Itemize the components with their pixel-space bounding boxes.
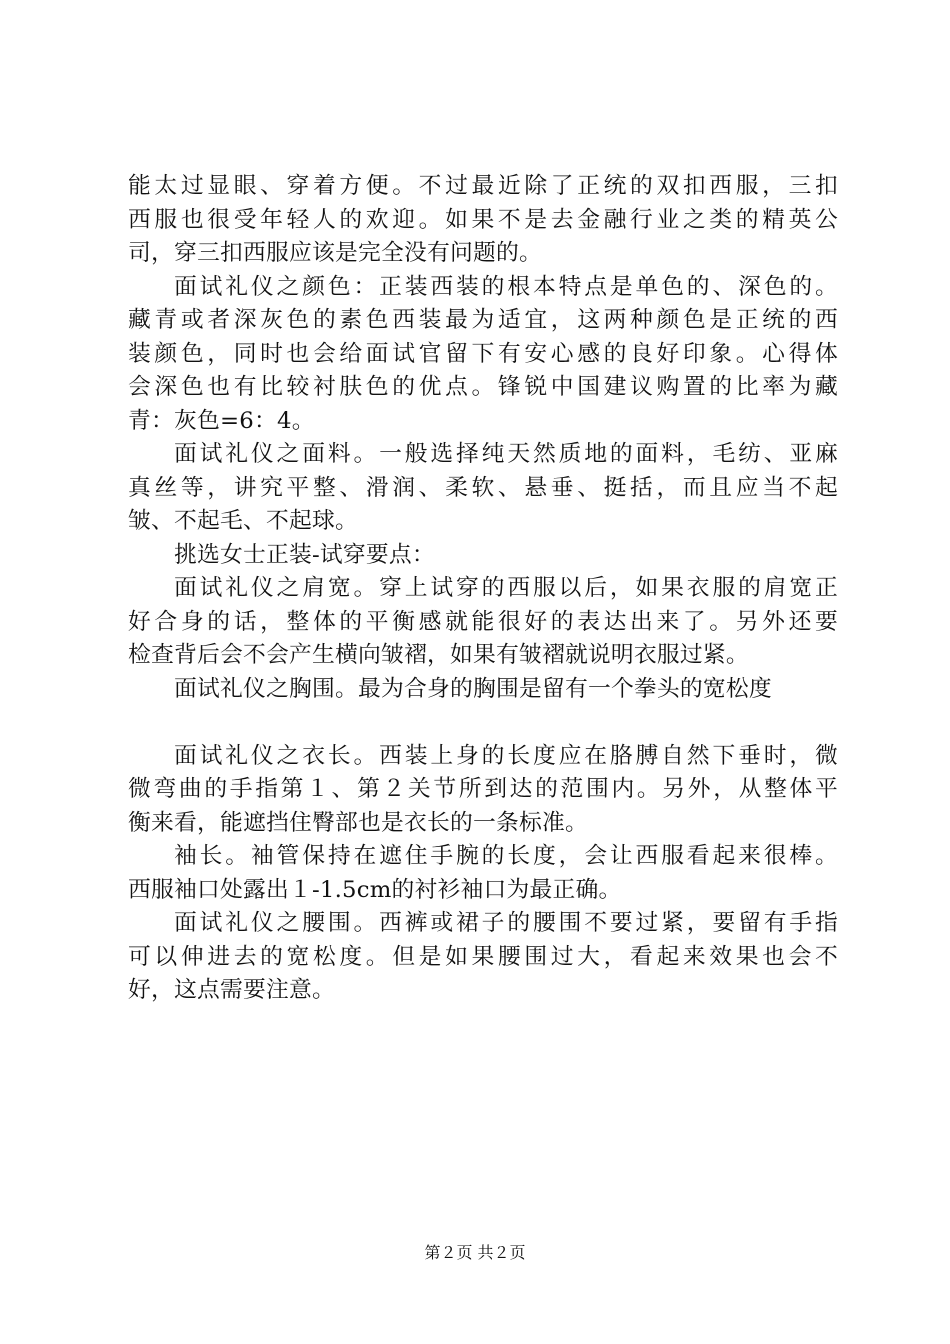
text-line: 面试礼仪之颜色：正装西装的根本特点是单色的、深色的。 bbox=[174, 273, 838, 300]
text-line: 检查背后会不会产生横向皱褶，如果有皱褶就说明衣服过紧。 bbox=[128, 642, 749, 668]
text-line: 面试礼仪之胸围。最为合身的胸围是留有一个拳头的宽松度 bbox=[174, 675, 772, 702]
text-line: 西服袖口处露出１-1.5cm的衬衫袖口为最正确。 bbox=[128, 876, 622, 903]
paragraph-waist bbox=[128, 907, 838, 1008]
text-line: 装颜色，同时也会给面试官留下有安心感的良好印象。心得体 bbox=[128, 340, 838, 367]
paragraph-chest bbox=[128, 673, 838, 707]
paragraph-length bbox=[128, 740, 838, 841]
text-line: 面试礼仪之衣长。西装上身的长度应在胳膊自然下垂时，微 bbox=[174, 742, 838, 769]
paragraph-sleeve bbox=[128, 840, 838, 907]
document-body bbox=[128, 170, 838, 1008]
text-line: 皱、不起毛、不起球。 bbox=[128, 508, 358, 534]
paragraph-fitting-heading bbox=[128, 539, 838, 573]
text-line: 面试礼仪之肩宽。穿上试穿的西服以后，如果衣服的肩宽正 bbox=[174, 575, 838, 601]
text-line: 袖长。袖管保持在遮住手腕的长度，会让西服看起来很棒。 bbox=[174, 843, 838, 869]
paragraph-shoulder bbox=[128, 572, 838, 673]
text-line: 微弯曲的手指第１、第２关节所到达的范围内。另外，从整体平 bbox=[128, 776, 838, 802]
text-line: 真丝等，讲究平整、滑润、柔软、悬垂、挺括，而且应当不起 bbox=[128, 474, 838, 501]
text-line: 司，穿三扣西服应该是完全没有问题的。 bbox=[128, 240, 542, 266]
paragraph-color bbox=[128, 271, 838, 439]
text-line: 青：灰色=6：4。 bbox=[128, 407, 315, 434]
text-line: 好合身的话，整体的平衡感就能很好的表达出来了。另外还要 bbox=[128, 608, 838, 635]
text-line: 好，这点需要注意。 bbox=[128, 977, 335, 1003]
text-line: 面试礼仪之腰围。西裤或裙子的腰围不要过紧，要留有手指 bbox=[174, 910, 838, 936]
text-line: 会深色也有比较衬肤色的优点。锋锐中国建议购置的比率为藏 bbox=[128, 374, 838, 400]
text-line: 西服也很受年轻人的欢迎。如果不是去金融行业之类的精英公 bbox=[128, 206, 838, 233]
text-line: 衡来看，能遮挡住臀部也是衣长的一条标准。 bbox=[128, 809, 588, 836]
blank-line bbox=[128, 706, 838, 740]
paragraph bbox=[128, 170, 838, 271]
text-line: 挑选女士正装-试穿要点： bbox=[174, 541, 435, 568]
text-line: 能太过显眼、穿着方便。不过最近除了正统的双扣西服，三扣 bbox=[128, 173, 838, 199]
text-line: 藏青或者深灰色的素色西装最为适宜，这两种颜色是正统的西 bbox=[128, 307, 838, 333]
paragraph-fabric bbox=[128, 438, 838, 539]
page-number-footer: 第２页 共２页 bbox=[424, 1243, 526, 1262]
text-line: 可以伸进去的宽松度。但是如果腰围过大，看起来效果也会不 bbox=[128, 943, 838, 970]
text-line: 面试礼仪之面料。一般选择纯天然质地的面料，毛纺、亚麻 bbox=[174, 441, 838, 467]
